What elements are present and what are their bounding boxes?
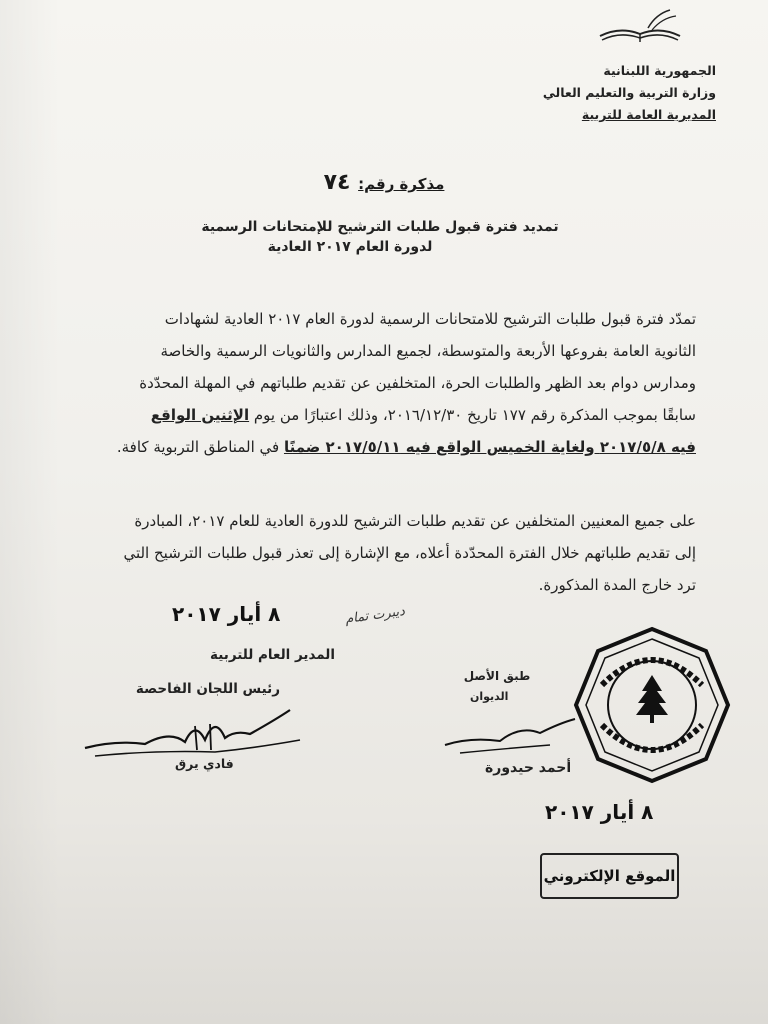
p1-line-5-text: في المناطق التربوية كافة. xyxy=(116,438,280,456)
memo-label: مذكرة رقم: xyxy=(358,175,445,193)
examination-committee-title: رئيس اللجان الفاحصة xyxy=(135,681,280,697)
p2-line-1: على جميع المعنيين المتخلفين عن تقديم طلبات الترشيح للدورة العادية للعام ٢٠١٧، المبادرة xyxy=(134,512,696,530)
ministry-header xyxy=(456,60,716,126)
signature-date: ٨ أيار ٢٠١٧ xyxy=(172,602,281,626)
subject-line-2: لدورة العام ٢٠١٧ العادية xyxy=(267,239,433,255)
subject-line-1: تمديد فترة قبول طلبات الترشيح للإمتحانات الرسمية xyxy=(201,219,559,235)
p1-line-5 xyxy=(66,431,696,463)
website-stamp: الموقع الإلكتروني xyxy=(540,853,679,899)
diwan-label: الديوان xyxy=(470,690,509,703)
memo-value: ٧٤ xyxy=(323,170,351,195)
p1-line-5-highlight: فيه ٢٠١٧/٥/٨ ولغاية الخميس الواقع فيه ٢٠١٧/٥/١١ ضمنًا xyxy=(283,438,696,456)
certified-copy-label: طبق الأصل xyxy=(463,669,531,683)
official-seal-icon xyxy=(572,625,732,785)
registrar-name: أحمد حيدورة xyxy=(485,760,572,776)
handwritten-note: ديبرت تمام xyxy=(344,603,406,628)
header-republic: الجمهورية اللبنانية xyxy=(603,63,716,78)
registrar-signature xyxy=(440,715,580,765)
p1-line-4-highlight: الإثنين الواقع xyxy=(150,406,250,424)
p2-line-2: إلى تقديم طلباتهم خلال الفترة المحدّدة أعلاه، مع الإشارة إلى تعذر قبول طلبات الترشيح التي xyxy=(123,544,696,562)
body-paragraph-1 xyxy=(66,303,696,463)
director-general-title: المدير العام للتربية xyxy=(210,647,335,663)
body-paragraph-2 xyxy=(66,505,696,601)
director-name: فادي يرق xyxy=(175,756,234,771)
p1-line-4-text: سابقًا بموجب المذكرة رقم ١٧٧ تاريخ ٢٠١٦/١٢/٣٠، وذلك اعتبارًا من يوم xyxy=(253,406,696,424)
p1-line-1: تمدّد فترة قبول طلبات الترشيح للامتحانات الرسمية لدورة العام ٢٠١٧ العادية لشهادات xyxy=(164,310,696,328)
header-directorate: المديرية العامة للتربية xyxy=(581,107,716,122)
p1-line-2: الثانوية العامة بفروعها الأربعة والمتوسطة، لجميع المدارس والثانويات الرسمية والخاصة xyxy=(160,342,696,360)
memo-number xyxy=(0,170,768,195)
p1-line-3: ومدارس دوام بعد الظهر والطلبات الحرة، المتخلفين عن تقديم طلباتهم في المهلة المحدّدة xyxy=(139,374,696,392)
header-ministry: وزارة التربية والتعليم العالي xyxy=(542,85,716,100)
ministry-logo-icon xyxy=(590,8,690,48)
p2-line-3: ترد خارج المدة المذكورة. xyxy=(538,576,696,594)
memo-subject xyxy=(0,217,700,257)
p1-line-4 xyxy=(66,399,696,431)
received-date: ٨ أيار ٢٠١٧ xyxy=(545,800,654,824)
